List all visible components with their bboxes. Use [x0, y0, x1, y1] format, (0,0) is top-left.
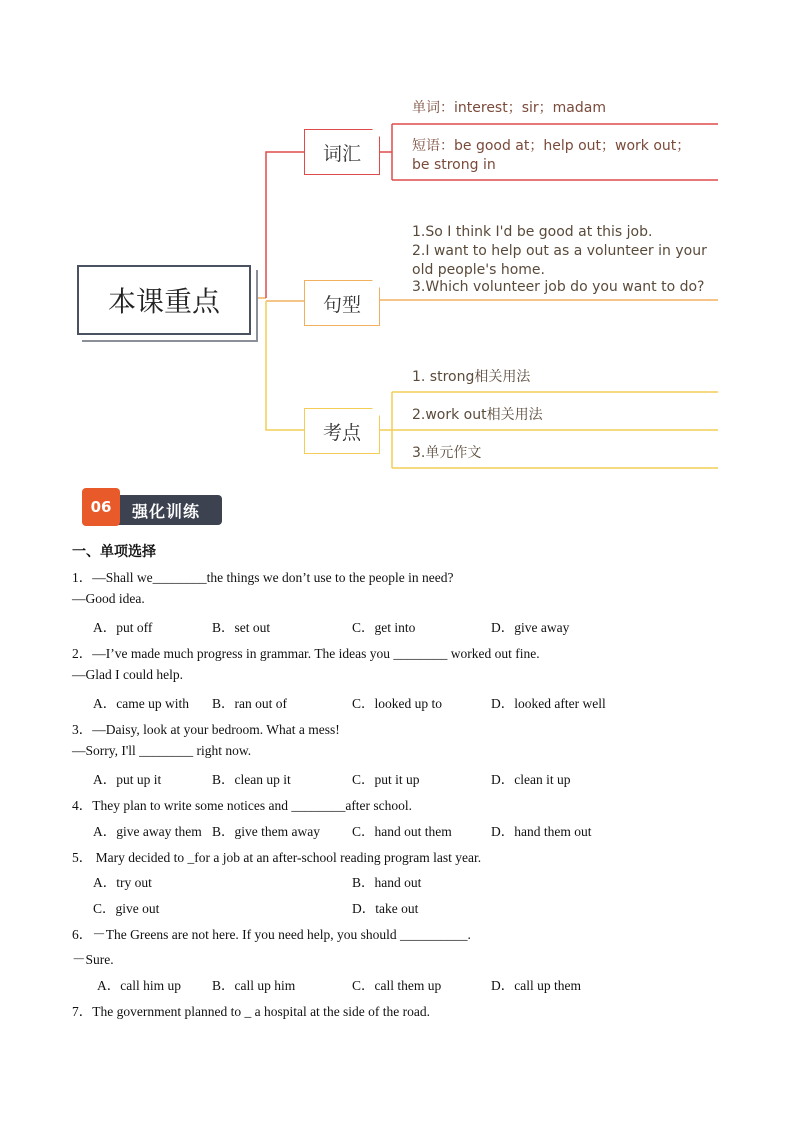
option: B．call up him [212, 978, 296, 993]
option: B．clean up it [212, 772, 291, 787]
option: C．call them up [352, 978, 442, 993]
section-number-badge: 06 [82, 488, 120, 526]
option: D．looked after well [491, 696, 606, 711]
option: A．call him up [97, 978, 181, 993]
option: C．looked up to [352, 696, 442, 711]
option: D．clean it up [491, 772, 571, 787]
branch-label: 考点 [322, 421, 361, 444]
question-stem: 3．—Daisy, look at your bedroom. What a mess! [72, 722, 340, 737]
leaf-point-3: 3.单元作文 [412, 445, 482, 461]
leaf-sentence-1: 1.So I think I'd be good at this job. [412, 224, 653, 240]
option: B．set out [212, 620, 271, 635]
option: B．ran out of [212, 696, 287, 711]
section-title: 强化训练 [132, 501, 201, 521]
option: D．take out [352, 901, 419, 916]
leaf-phrases: 短语：be good at；help out；work out；be strong in [412, 138, 691, 173]
option: A．came up with [93, 696, 189, 711]
option: A．give away them [93, 824, 202, 839]
option: A．try out [93, 875, 152, 890]
option: D．hand them out [491, 824, 592, 839]
option: C．give out [93, 901, 160, 916]
leaf-sentence-3: 3.Which volunteer job do you want to do? [412, 279, 705, 295]
mindmap-branch-sentences [304, 280, 380, 326]
question-reply: —Good idea. [72, 591, 145, 606]
branch-label: 词汇 [322, 142, 361, 165]
option: B．give them away [212, 824, 320, 839]
option: C．put it up [352, 772, 420, 787]
question-stem: 6．－The Greens are not here. If you need help, you should __________. [72, 927, 471, 942]
leaf-point-2: 2.work out相关用法 [412, 407, 543, 423]
question-reply: －Sure. [72, 952, 114, 967]
leaf-words: 单词：interest；sir；madam [412, 100, 606, 116]
option: B．hand out [352, 875, 422, 890]
branch-label: 句型 [322, 293, 361, 316]
question-reply: —Glad I could help. [72, 667, 183, 682]
option: C．hand out them [352, 824, 452, 839]
question-stem: 4．They plan to write some notices and ________after school. [72, 798, 413, 813]
option: D．give away [491, 620, 570, 635]
mindmap-center [77, 265, 251, 335]
option: A．put off [93, 620, 153, 635]
leaf-point-1: 1. strong相关用法 [412, 369, 531, 385]
leaf-sentence-2: 2.I want to help out as a volunteer in your old people's home. [412, 243, 707, 278]
section-header [82, 495, 222, 525]
question-stem: 5． Mary decided to _for a job at an after-school reading program last year. [72, 850, 482, 865]
part-heading: 一、单项选择 [72, 545, 156, 560]
option: C．get into [352, 620, 416, 635]
mindmap-branch-vocabulary [304, 129, 380, 175]
mindmap-center-label: 本课重点 [107, 285, 220, 318]
option: A．put up it [93, 772, 162, 787]
question-reply: —Sorry, I'll ________ right now. [72, 743, 252, 758]
question-stem: 7．The government planned to _ a hospital at the side of the road. [72, 1004, 431, 1019]
option: D．call up them [491, 978, 581, 993]
question-stem: 1．—Shall we________the things we don’t use to the people in need? [72, 570, 454, 585]
mindmap-branch-key-points [304, 408, 380, 454]
question-stem: 2．—I’ve made much progress in grammar. The ideas you ________ worked out fine. [72, 646, 540, 661]
